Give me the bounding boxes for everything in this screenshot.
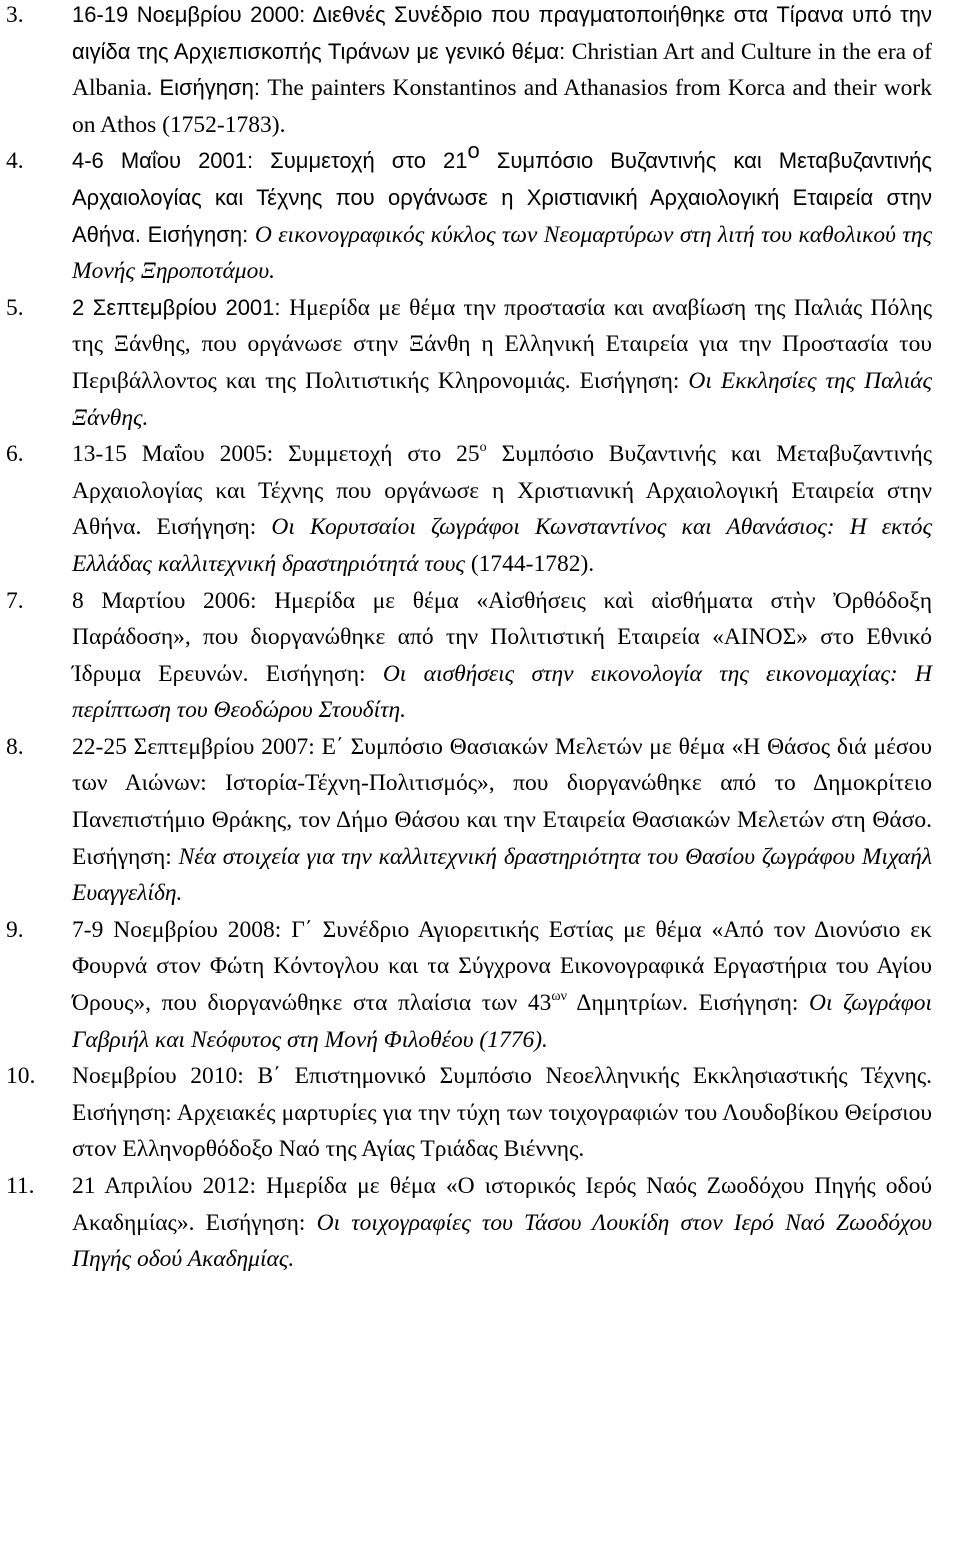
item-date: 21 Απριλίου 2012: (72, 1173, 267, 1199)
item-text: Διεθνές Συνέδριο που πραγματοποιήθηκε στα Τίρανα υπό την αιγίδα της Αρχιεπισκοπής Τιράνων με γενικό θέμα: (72, 2, 932, 64)
item-date: 22-25 Σεπτεμβρίου 2007: (72, 733, 322, 760)
paper-label: Εισήγηση: (72, 1099, 177, 1126)
paper-title: Αρχειακές μαρτυρίες για την τύχη των τοιχογραφιών του Λουδοβίκου Θείρσιου στον Ελληνορθόδοξο Ναό της Αγίας Τριάδας Βιέννης. (72, 1099, 933, 1163)
item-number: 4. (6, 148, 24, 175)
paper-label: Εισήγηση: (205, 1209, 317, 1236)
item-date: Νοεμβρίου 2010: (72, 1063, 258, 1090)
paper-title: Οι Κορυτσαίοι ζωγράφοι Κωνσταντίνος και Αθανάσιος: Η εκτός Ελλάδας καλλιτεχνική δραστηριότητά τους (72, 514, 932, 577)
item-text: Β΄ Επιστημονικό Συμπόσιο Νεοελληνικής Εκκλησιαστικής Τέχνης. (257, 1063, 932, 1090)
item-date: 7-9 Νοεμβρίου 2008: (72, 916, 292, 943)
item-date: 16-19 Νοεμβρίου 2000: (72, 2, 313, 27)
paper-title: Οι ζωγράφοι Γαβριήλ και Νεόφυτος στη Μονή Φιλοθέου (1776). (72, 990, 932, 1053)
paper-label: Εισήγηση: (698, 990, 809, 1017)
paper-label: Εισήγηση: (159, 75, 268, 101)
paper-title: Ο εικονογραφικός κύκλος των Νεομαρτύρων στη λιτή του καθολικού της Μονής Ξηροποτάμου. (72, 221, 932, 285)
item-date: 13-15 Μαΐου 2005: (72, 441, 289, 468)
ordinal-superscript: ο (479, 440, 487, 456)
item-date: 2 Σεπτεμβρίου 2001: (72, 294, 290, 320)
list-item (6, 290, 932, 436)
list-item (6, 1168, 932, 1278)
paper-title: Οι αισθήσεις στην εικονολογία της εικονομαχίας: Η περίπτωση του Θεοδώρου Στουδίτη. (72, 660, 932, 724)
item-number: 6. (6, 441, 24, 468)
list-item (6, 1058, 932, 1168)
paper-title: Νέα στοιχεία για την καλλιτεχνική δραστηριότητα του Θασίου ζωγράφου Μιχαήλ Ευαγγελίδη. (72, 843, 932, 907)
item-theme: Christian Art and Culture in the era of Albania. (72, 38, 932, 102)
item-number: 9. (6, 916, 24, 943)
item-text: Ε΄ Συμπόσιο Θασιακών Μελετών με θέμα «Η Θάσος διά μέσου των Αιώνων: Ιστορία-Τέχνη-Πολιτισμός», που διοργανώθηκε από το Δημοκρίτειο Πανεπιστήμιο Θράκης, τον Δήμο Θάσου και την Εταιρεία Θασιακών Μελετών στη Θάσο. (72, 733, 932, 834)
paper-label: Εισήγηση: (579, 367, 689, 394)
item-text: Δημητρίων. (566, 990, 699, 1017)
item-number: 3. (6, 2, 24, 28)
paper-title: Οι τοιχογραφίες του Τάσου Λουκίδη στον Ιερό Ναό Ζωοδόχου Πηγής οδού Ακαδημίας. (72, 1209, 933, 1273)
item-text: Ημερίδα με θέμα την προστασία και αναβίωση της Παλιάς Πόλης της Ξάνθης, που οργάνωσε στην Ξάνθη η Ελληνική Εταιρεία για την Προστασία του Περιβάλλοντος και της Πολιτιστικής Κληρονομιάς. (72, 294, 932, 394)
item-text: Ημερίδα με θέμα «Ο ιστορικός Ιερός Ναός Ζωοδόχου Πηγής οδού Ακαδημίας». (72, 1173, 932, 1236)
item-text: Συμμετοχή στο 21 (270, 148, 468, 174)
item-text: Συμμετοχή στο 25 (288, 441, 480, 468)
paper-title: The painters Konstantinos and Athanasios from Korca and their work on Athos (1752-1783). (72, 75, 932, 138)
paper-label: Εισήγηση: (72, 843, 179, 870)
item-text: Ημερίδα με θέμα «Αἰσθήσεις καὶ αἰσθήματα στὴν Ὀρθόδοξη Παράδοση», που διοργανώθηκε από την Πολιτιστική Εταιρεία «ΑΙΝΟΣ» στο Εθνικό Ίδρυμα Ερευνών. (72, 587, 932, 687)
paper-title: Οι Εκκλησίες της Παλιάς Ξάνθης. (72, 367, 933, 431)
list-item (6, 0, 932, 143)
list-item (6, 436, 932, 582)
list-item (6, 583, 932, 729)
list-item (6, 912, 932, 1058)
item-number: 7. (6, 587, 24, 614)
item-date: 4-6 Μαΐου 2001: (72, 148, 271, 174)
conference-list (6, 0, 932, 1278)
item-number: 5. (6, 294, 24, 321)
item-text: Συμπόσιο Βυζαντινής και Μεταβυζαντινής Αρχαιολογίας και Τέχνης που οργάνωσε η Χριστιανική Αρχαιολογική Εταιρεία στην Αθήνα. (72, 441, 932, 541)
list-item (6, 138, 933, 289)
list-item (6, 729, 932, 912)
item-number: 11. (6, 1173, 35, 1199)
paper-label: Εισήγηση: (156, 514, 272, 541)
ordinal-superscript: ων (551, 989, 567, 1005)
item-text: Συμπόσιο Βυζαντινής και Μεταβυζαντινής Αρχαιολογίας και Τέχνης που οργάνωσε η Χριστιανική Αρχαιολογική Εταιρεία στην Αθήνα. (72, 148, 933, 247)
paper-label: Εισήγηση: (147, 221, 255, 247)
paper-years: (1744-1782). (464, 550, 595, 577)
item-number: 8. (6, 733, 24, 760)
item-number: 10. (6, 1063, 36, 1090)
paper-label: Εισήγηση: (265, 660, 383, 687)
item-text: Γ΄ Συνέδριο Αγιορειτικής Εστίας με θέμα «Από τον Διονύσιο εκ Φουρνά στον Φώτη Κόντογλου και τα Σύγχρονα Εικονογραφικά Εργαστήρια του Αγίου Όρους», που διοργανώθηκε στα πλαίσια των 43 (72, 916, 933, 1017)
item-date: 8 Μαρτίου 2006: (72, 587, 275, 614)
ordinal-superscript: ο (467, 138, 480, 164)
